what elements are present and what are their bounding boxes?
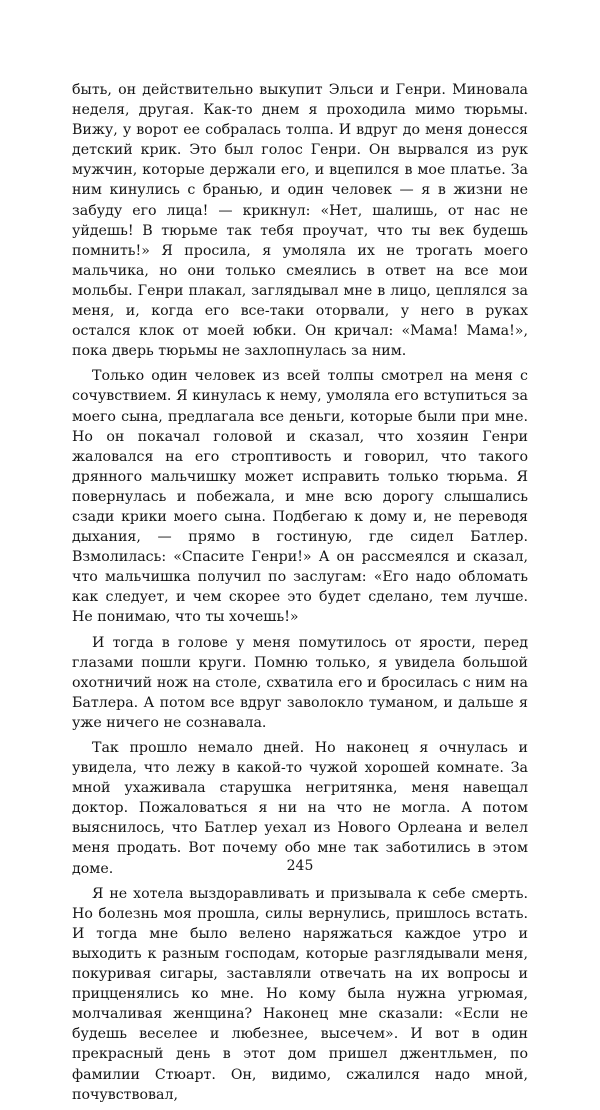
paragraph: Так прошло немало дней. Но наконец я очнулась и увидела, что лежу в какой-то чужой хорошей комнате. За мной ухаживала старушка негритянка, меня навещал доктор. Пожаловаться я ни на что не могла. А потом выяснилось, что Батлер уехал из Нового Орлеана и велел меня продать. Вот почему обо мне так заботились в этом доме.: [72, 740, 528, 877]
body-text: [72, 80, 528, 1110]
paragraph: И тогда в голове у меня помутилось от ярости, перед глазами пошли круги. Помню только, я увидела большой охотничий нож на столе, схватила его и бросилась с ним на Батлера. А потом все вдруг заволокло туманом, и дальше я уже ничего не сознавала.: [72, 634, 528, 731]
paragraph: Я не хотела выздоравливать и призывала к себе смерть. Но болезнь моя прошла, силы вернулись, пришлось встать. И тогда мне было велено наряжаться каждое утро и выходить к разным господам, которые разглядывали меня, покуривая сигары, заставляли отвечать на их вопросы и прицценялись ко мне. Но кому была нужна угрюмая, молчаливая женщина? Наконец мне сказали: «Если не будешь веселее и любезнее, высечем». И вот в один прекрасный день в этот дом пришел джентльмен, по фамилии Стюарт. Он, видимо, сжалился надо мной, почувствовал,: [72, 885, 528, 1103]
paragraph: Только один человек из всей толпы смотрел на меня с сочувствием. Я кинулась к нему, умоляла его вступиться за моего сына, предлагала все деньги, которые были при мне. Но он покачал головой и сказал, что хозяин Генри жаловался на его строптивость и говорил, что такого дрянного мальчишку может исправить только тюрьма. Я повернулась и побежала, и мне всю дорогу слышались сзади крики моего сына. Подбегаю к дому и, не переводя дыхания, — прямо в гостиную, где сидел Батлер. Взмолилась: «Спасите Генри!» А он рассмеялся и сказал, что мальчишка получил по заслугам: «Его надо обломать как следует, и чем скорее это будет сделано, тем лучше. Не понимаю, что ты хочешь!»: [72, 368, 528, 626]
page-number: 245: [286, 858, 314, 874]
paragraph: быть, он действительно выкупит Эльси и Генри. Миновала неделя, другая. Как-то днем я проходила мимо тюрьмы. Вижу, у ворот ее собралась толпа. И вдруг до меня донесся детский крик. Это был голос Генри. Он вырвался из рук мужчин, которые держали его, и вцепился в мое платье. За ним кинулись с бранью, и один человек — я в жизни не забуду его лица! — крикнул: «Нет, шалишь, от нас не уйдешь! В тюрьме так тебя проучат, что ты век будешь помнить!» Я просила, я умоляла их не трогать моего мальчика, но они только смеялись в ответ на все мои мольбы. Генри плакал, заглядывал мне в лицо, цеплялся за меня, и, когда его все-таки оторвали, у него в руках остался клок от моей юбки. Он кричал: «Мама! Мама!», пока дверь тюрьмы не захлопнулась за ним.: [72, 82, 528, 360]
